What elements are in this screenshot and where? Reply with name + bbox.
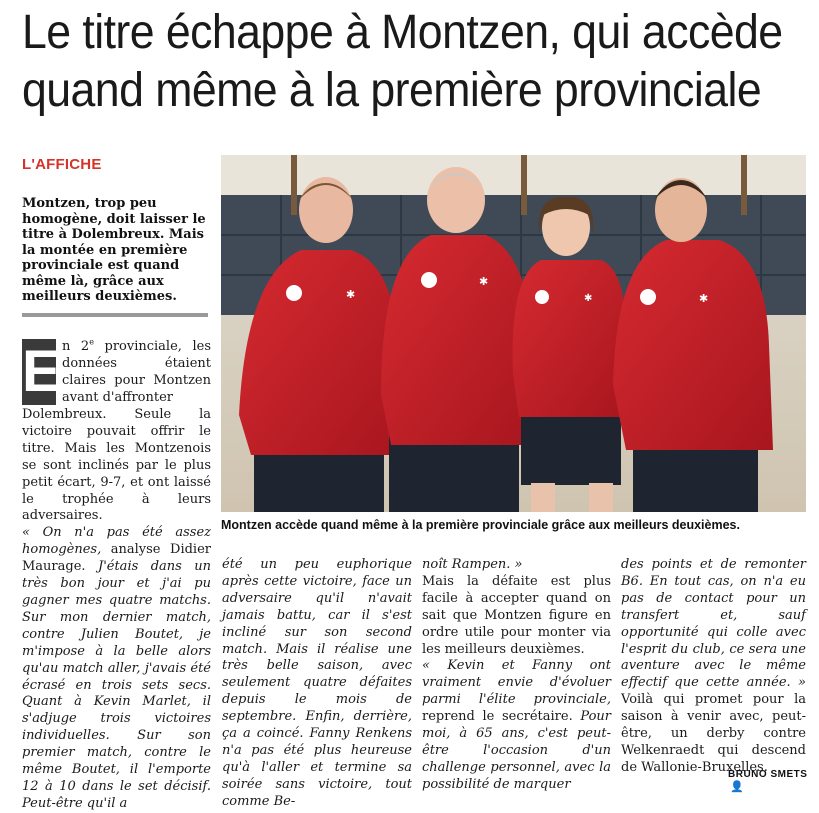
separator bbox=[22, 313, 208, 317]
headline-line-2: quand même à la première provinciale bbox=[22, 64, 762, 117]
lead-paragraph: Montzen, trop peu homogène, doit laisser le titre à Dolembreux. Mais la montée en première provinciale est quand même là, grâce aux meilleurs deuxièmes. bbox=[22, 196, 206, 304]
column-1 bbox=[22, 407, 211, 813]
ordinal-sup: e bbox=[89, 337, 94, 347]
attribution-secretary: reprend le secrétaire. bbox=[422, 709, 581, 725]
kicker: L'AFFICHE bbox=[22, 156, 102, 173]
closing-text: Voilà qui promet pour la saison à venir avec, peut-être, un derby contre Welkenraedt qui descend de Wallonie-Bruxelles. bbox=[621, 692, 806, 775]
headline bbox=[22, 4, 783, 120]
svg-text:✱: ✱ bbox=[479, 275, 489, 288]
team-photo bbox=[221, 155, 806, 512]
attribution-maurage: analyse Didier Maurage. bbox=[22, 542, 211, 575]
quote-maurage-continued: été un peu euphorique après cette victoire, face un adversaire qu'il n'avait jamais battu, car il s'est incliné sur son second match. Mais il réalise une très belle saison, avec seulement quatre défaites depuis le mois de septembre. Enfin, derrière, ça a coincé. Fanny Renkens n'a pas été plus heureuse qu'à l'aller et termine sa soirée sans victoire, tout comme Be- bbox=[222, 557, 412, 809]
svg-text:✱: ✱ bbox=[699, 292, 709, 305]
photo-caption: Montzen accède quand même à la première provinciale grâce aux meilleurs deuxièmes. bbox=[221, 518, 740, 532]
lead-text-a: n 2 bbox=[62, 339, 90, 354]
svg-text:✱: ✱ bbox=[346, 288, 356, 301]
svg-text:✱: ✱ bbox=[584, 293, 593, 304]
drop-cap: E bbox=[22, 339, 61, 404]
quote-maurage-end: noît Rampen. » bbox=[422, 557, 523, 572]
quote-secretary-b: Pour moi, à 65 ans, c'est peut-être l'occasion d'un challenge personnel, avec la possibilité de marquer bbox=[422, 709, 611, 792]
person-icon: 👤 bbox=[730, 781, 745, 793]
column-4 bbox=[621, 557, 806, 777]
column-2 bbox=[222, 557, 412, 811]
byline bbox=[728, 769, 819, 793]
column-1-lead bbox=[62, 339, 211, 407]
column-1-paragraph: Dolembreux. Seule la victoire pouvait offrir le titre. Mais les Montzenois se sont inclinés par le plus petit écart, 9-7, et ont laissé le trophée à leurs adversaires. bbox=[22, 407, 211, 524]
quote-maurage-a: « On n'a pas été assez homogènes, bbox=[22, 525, 211, 558]
column-3 bbox=[422, 557, 611, 794]
column-3-paragraph: Mais la défaite est plus facile à accepter quand on sait que Montzen figure en ordre utile pour monter via les meilleurs deuxièmes. bbox=[422, 573, 611, 657]
author-name: BRUNO SMETS bbox=[728, 769, 808, 780]
quote-maurage-b: J'étais dans un très bon jour et j'ai pu gagner mes quatre matchs. Sur mon dernier match, contre Julien Boutet, je m'impose à la belle alors qu'au match aller, j'avais été écrasé en trois sets secs. Quant à Kevin Marlet, il s'adjuge trois victoires individuelles. Sur son premier match, contre le même Boutet, il l'emporte 12 à 10 dans le set décisif. Peut-être qu'il a bbox=[22, 559, 211, 811]
lead-text-b: provinciale, les données étaient claires pour Montzen avant d'affronter bbox=[62, 339, 211, 405]
headline-line-1: Le titre échappe à Montzen, qui accède bbox=[22, 6, 783, 59]
quote-secretary-end: des points et de remonter B6. En tout cas, on n'a eu pas de contact pour un transfert et, sauf opportunité qui colle avec l'esprit du club, ce sera une aventure avec le même effectif que cette année. » bbox=[621, 557, 806, 691]
quote-secretary-a: « Kevin et Fanny ont vraiment envie d'évoluer parmi l'élite provinciale, bbox=[422, 658, 611, 708]
